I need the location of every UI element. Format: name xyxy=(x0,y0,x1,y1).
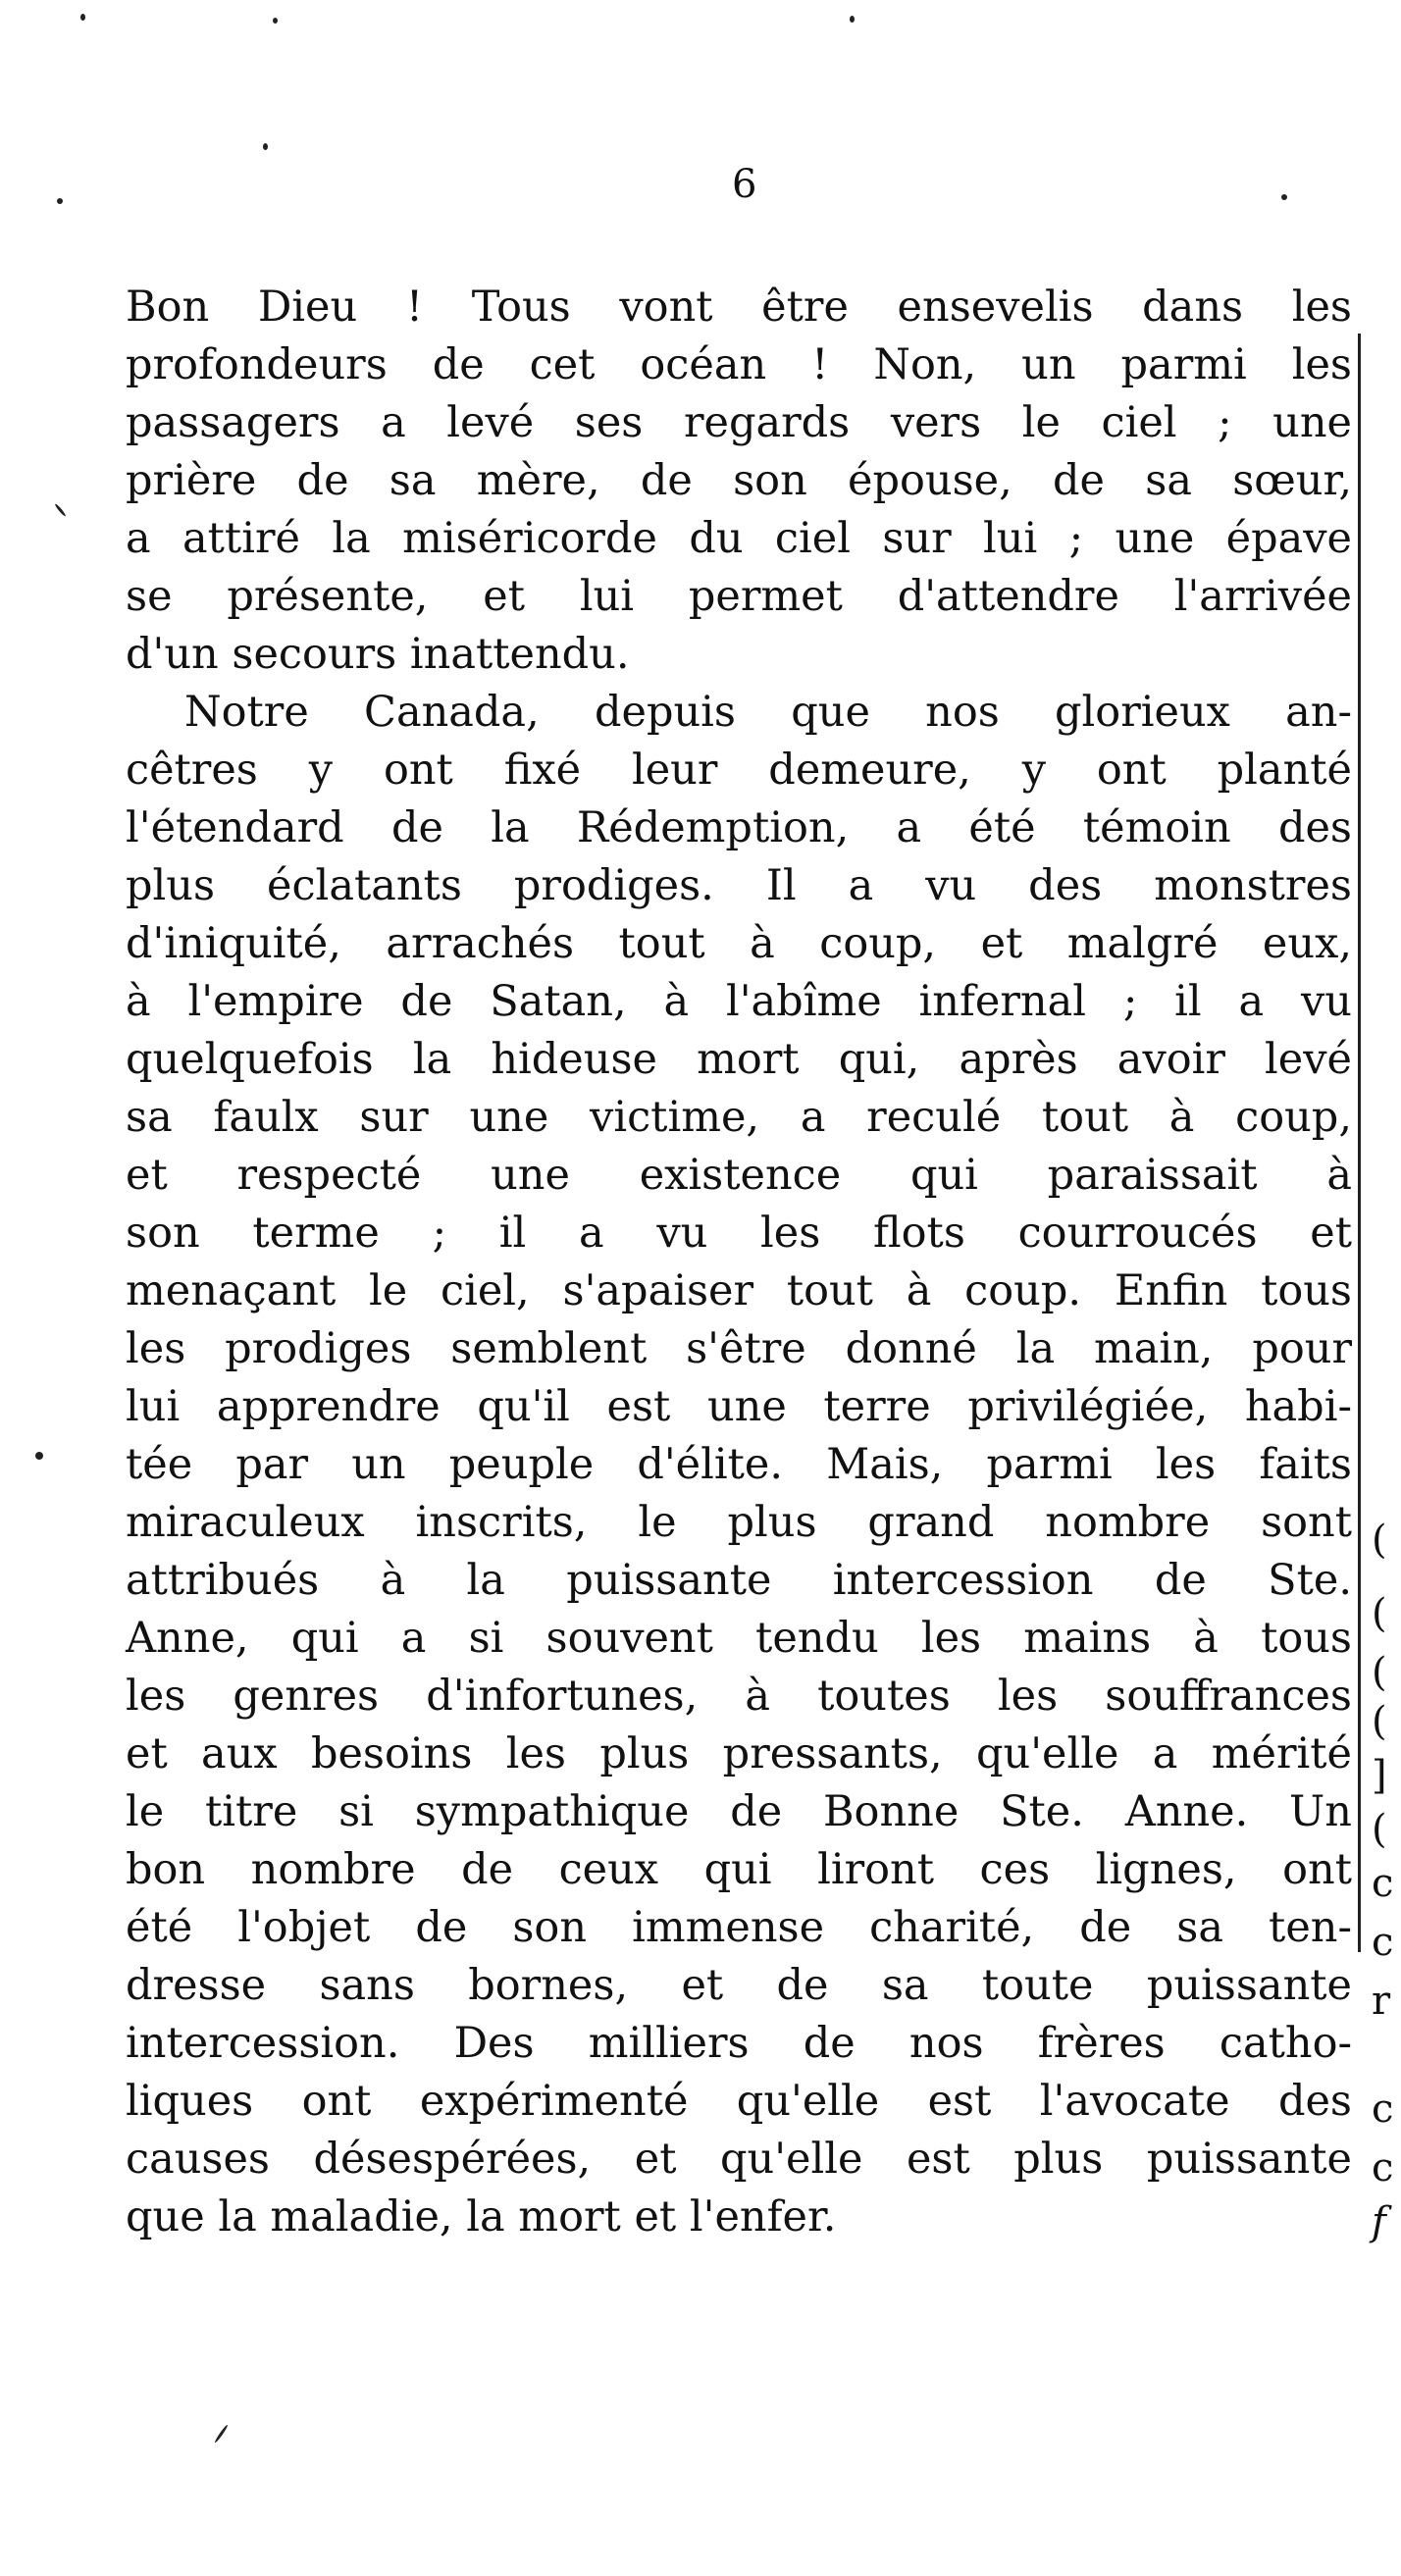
text-line: quelquefois la hideuse mort qui, après avoir levé xyxy=(126,1035,1352,1084)
text-line: passagers a levé ses regards vers le ciel ; une xyxy=(126,398,1352,447)
paragraph-1 xyxy=(126,279,1352,684)
text-line: plus éclatants prodiges. Il a vu des monstres xyxy=(126,861,1352,910)
text-line: été l'objet de son immense charité, de sa ten- xyxy=(126,1903,1352,1952)
margin-fragment: c xyxy=(1372,1920,1394,1965)
text-line: Bon Dieu ! Tous vont être ensevelis dans les xyxy=(126,283,1352,332)
ink-speck xyxy=(214,2424,229,2444)
text-line: Notre Canada, depuis que nos glorieux an- xyxy=(184,688,1352,737)
text-line: causes désespérées, et qu'elle est plus puissante xyxy=(126,2135,1352,2184)
text-line: et respecté une existence qui paraissait à xyxy=(126,1151,1352,1200)
ink-speck xyxy=(80,14,85,21)
ink-speck xyxy=(263,143,268,150)
text-line: sa faulx sur une victime, a reculé tout à coup, xyxy=(126,1093,1352,1142)
margin-fragment: c xyxy=(1372,2087,1394,2132)
text-line: lui apprendre qu'il est une terre privilégiée, habi- xyxy=(126,1382,1352,1431)
ink-speck xyxy=(57,198,63,204)
text-line: l'étendard de la Rédemption, a été témoin des xyxy=(126,803,1352,852)
margin-fragment: r xyxy=(1372,1979,1391,2024)
ink-speck xyxy=(850,16,855,23)
margin-fragment: ( xyxy=(1372,1518,1387,1563)
ink-speck xyxy=(35,1452,43,1460)
paragraph-2 xyxy=(126,684,1352,2246)
ink-speck xyxy=(273,18,278,24)
text-line: a attiré la miséricorde du ciel sur lui ; une épave xyxy=(126,514,1352,563)
text-line: les prodiges semblent s'être donné la main, pour xyxy=(126,1324,1352,1373)
text-line: tée par un peuple d'élite. Mais, parmi les faits xyxy=(126,1440,1352,1489)
margin-fragment: ( xyxy=(1372,1650,1387,1695)
text-line: les genres d'infortunes, à toutes les souffrances xyxy=(126,1672,1352,1721)
text-line: Anne, qui a si souvent tendu les mains à tous xyxy=(126,1614,1352,1663)
text-line: prière de sa mère, de son épouse, de sa sœur, xyxy=(126,456,1352,505)
margin-fragment: ] xyxy=(1372,1753,1387,1798)
margin-fragment: ( xyxy=(1372,1807,1387,1852)
margin-fragment: ( xyxy=(1372,1699,1387,1744)
text-line: menaçant le ciel, s'apaiser tout à coup. Enfin tous xyxy=(126,1266,1352,1315)
text-line: attribués à la puissante intercession de Ste. xyxy=(126,1556,1352,1605)
text-line: le titre si sympathique de Bonne Ste. Anne. Un xyxy=(126,1787,1352,1836)
text-line: miraculeux inscrits, le plus grand nombre sont xyxy=(126,1498,1352,1547)
margin-fragment: f xyxy=(1372,2199,1386,2244)
text-line: profondeurs de cet océan ! Non, un parmi les xyxy=(126,340,1352,389)
ink-speck xyxy=(54,503,67,517)
margin-fragment: c xyxy=(1372,2145,1394,2190)
text-line: dresse sans bornes, et de sa toute puissante xyxy=(126,1961,1352,2010)
text-line: que la maladie, la mort et l'enfer. xyxy=(126,2192,837,2241)
page-number: 6 xyxy=(732,162,757,207)
page-edge-rule xyxy=(1358,334,1361,1952)
text-line: liques ont expérimenté qu'elle est l'avocate des xyxy=(126,2077,1352,2126)
text-line: d'iniquité, arrachés tout à coup, et malgré eux, xyxy=(126,919,1352,968)
text-line: se présente, et lui permet d'attendre l'arrivée xyxy=(126,572,1352,621)
margin-fragment: ( xyxy=(1372,1591,1387,1636)
text-line: intercession. Des milliers de nos frères catho- xyxy=(126,2019,1352,2068)
text-line: cêtres y ont fixé leur demeure, y ont planté xyxy=(126,746,1352,795)
ink-speck xyxy=(1281,194,1287,200)
text-line: d'un secours inattendu. xyxy=(126,630,630,679)
margin-fragment: c xyxy=(1372,1861,1394,1906)
text-line: et aux besoins les plus pressants, qu'elle a mérité xyxy=(126,1729,1352,1778)
text-line: à l'empire de Satan, à l'abîme infernal ; il a vu xyxy=(126,977,1352,1026)
text-line: son terme ; il a vu les flots courroucés et xyxy=(126,1209,1352,1258)
text-line: bon nombre de ceux qui liront ces lignes, ont xyxy=(126,1845,1352,1894)
